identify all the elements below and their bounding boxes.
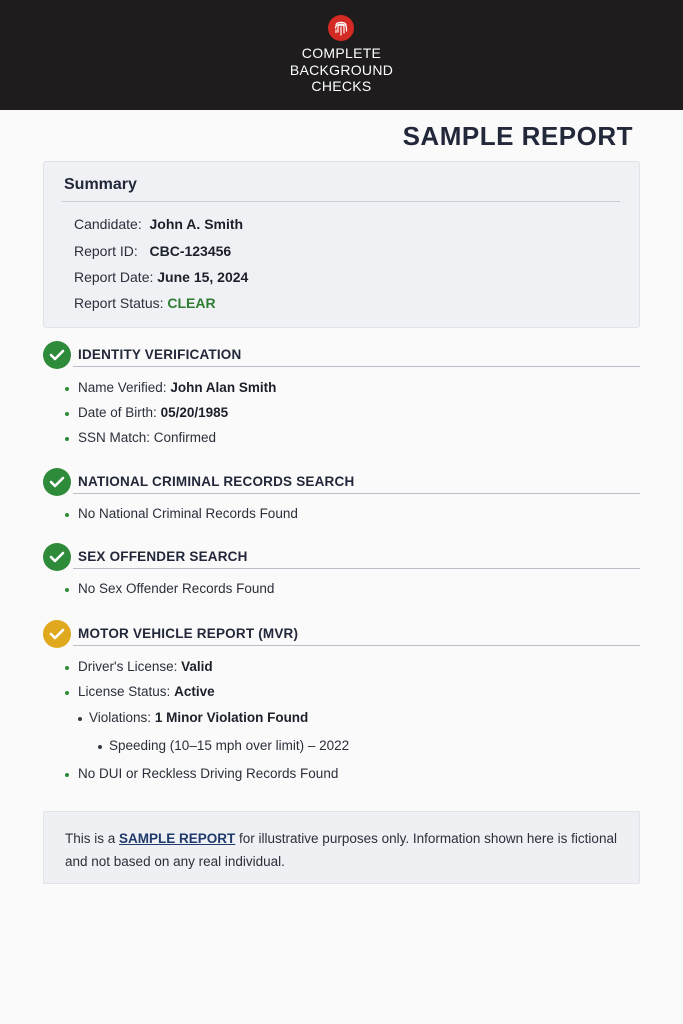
brand-line: BACKGROUND (289, 61, 394, 78)
candidate-value: John A. Smith (149, 216, 244, 232)
header (0, 0, 683, 110)
disclaimer-prefix: This is a (65, 831, 120, 846)
bullet (98, 745, 102, 749)
criminal-section (43, 468, 640, 528)
violations-label: Violations: (89, 710, 152, 725)
list-item: SSN Match: Confirmed (78, 430, 217, 445)
list-item: No National Criminal Records Found (78, 506, 298, 521)
license-status-label: License Status: (78, 684, 171, 699)
section-divider (73, 493, 640, 494)
warning-check-circle-icon (43, 620, 71, 648)
section-divider (73, 366, 640, 367)
license-value: Valid (181, 659, 213, 674)
list-item: No Sex Offender Records Found (78, 581, 275, 596)
disclaimer-panel (43, 811, 640, 884)
report-date-row (74, 269, 248, 285)
status-badge: CLEAR (167, 295, 216, 311)
license-status-value: Active (174, 684, 215, 699)
bullet (65, 691, 69, 695)
section-title: MOTOR VEHICLE REPORT (MVR) (78, 626, 299, 641)
fingerprint-icon (328, 15, 354, 41)
report-date-value: June 15, 2024 (157, 269, 249, 285)
section-title: NATIONAL CRIMINAL RECORDS SEARCH (78, 474, 355, 489)
name-verified-label: Name Verified: (78, 380, 167, 395)
list-item (78, 380, 276, 395)
violations-value: 1 Minor Violation Found (154, 710, 309, 725)
bullet (65, 513, 69, 517)
check-circle-icon (43, 468, 71, 496)
list-item: No DUI or Reckless Driving Records Found (78, 766, 339, 781)
sample-report-link[interactable]: SAMPLE REPORT (119, 831, 236, 846)
list-item (78, 684, 215, 699)
candidate-row (74, 216, 243, 232)
candidate-label: Candidate: (74, 216, 142, 232)
list-item (78, 659, 213, 674)
section-title: IDENTITY VERIFICATION (78, 347, 242, 362)
brand-line: COMPLETE (301, 45, 382, 61)
section-divider (73, 645, 640, 646)
brand-line: CHECKS (311, 78, 372, 94)
bullet (65, 773, 69, 777)
section-title: SEX OFFENDER SEARCH (78, 549, 248, 564)
report-id-value: CBC-123456 (149, 243, 232, 259)
mvr-section (43, 620, 640, 790)
report-id-row (74, 243, 231, 259)
report-title: SAMPLE REPORT (402, 121, 633, 151)
report-status-label: Report Status: (74, 295, 164, 311)
summary-title: Summary (64, 176, 137, 193)
dob-value: 05/20/1985 (160, 405, 229, 420)
section-divider (73, 568, 640, 569)
license-label: Driver's License: (78, 659, 178, 674)
list-item (78, 405, 228, 420)
identity-section (43, 341, 640, 451)
bullet (65, 412, 69, 416)
bullet (78, 717, 82, 721)
sex-offender-section (43, 543, 640, 603)
bullet (65, 666, 69, 670)
violation-detail: Speeding (10–15 mph over limit) – 2022 (109, 738, 350, 753)
report-date-label: Report Date: (74, 269, 154, 285)
check-circle-icon (43, 543, 71, 571)
dob-label: Date of Birth: (78, 405, 157, 420)
disclaimer-text (65, 827, 625, 873)
brand-name (0, 45, 683, 95)
report-status-row (74, 295, 216, 311)
list-item (89, 710, 308, 725)
check-circle-icon (43, 341, 71, 369)
bullet (65, 588, 69, 592)
summary-divider (62, 201, 620, 202)
disclaimer-suffix: for illustrative purposes only. Information shown here is fictional and not based on any real individual. (65, 831, 617, 869)
summary-panel (43, 161, 640, 328)
name-verified-value: John Alan Smith (170, 380, 277, 395)
report-id-label: Report ID: (74, 243, 138, 259)
bullet (65, 437, 69, 441)
bullet (65, 387, 69, 391)
